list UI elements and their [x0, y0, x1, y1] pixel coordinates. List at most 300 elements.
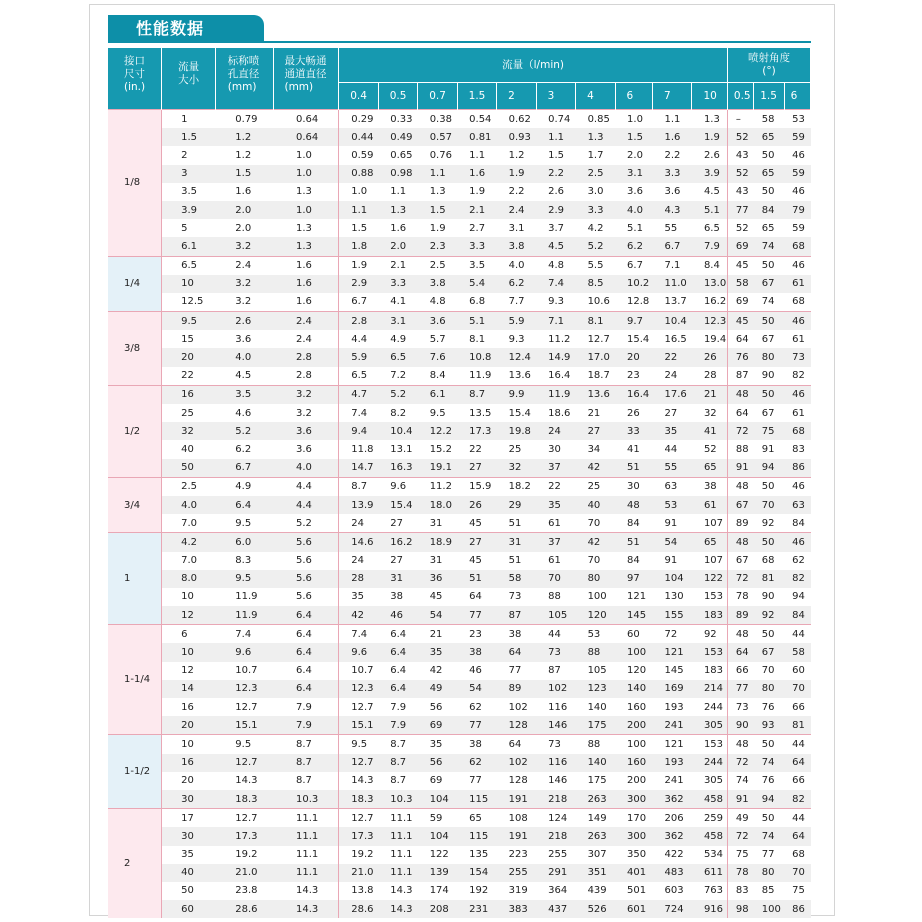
table-cell: 255 [536, 846, 575, 864]
table-cell: 11.9 [536, 385, 575, 404]
table-row [108, 662, 811, 680]
table-cell: 63 [784, 496, 810, 514]
table-cell: 3.1 [378, 312, 417, 331]
table-row [108, 606, 811, 625]
table-cell: 6.4 [215, 496, 274, 514]
table-row [108, 237, 811, 256]
table-cell: 50 [754, 477, 784, 496]
table-cell: 3.6 [652, 183, 691, 201]
table-cell: 4.4 [274, 477, 339, 496]
table-cell: 145 [615, 606, 652, 625]
table-cell: 9.9 [497, 385, 536, 404]
table-cell: 6.4 [378, 662, 417, 680]
table-cell: 92 [754, 514, 784, 533]
table-cell: 0.59 [339, 146, 378, 164]
table-cell: 6.4 [378, 680, 417, 698]
flow-pressure-header: 10 [692, 83, 727, 110]
table-cell: 3 [162, 165, 216, 183]
table-cell: 4.8 [536, 256, 575, 275]
table-cell: 0.79 [215, 110, 274, 129]
table-cell: 9.5 [162, 312, 216, 331]
table-cell: 501 [615, 882, 652, 900]
table-cell: 174 [418, 882, 457, 900]
table-cell: 4.2 [576, 219, 615, 237]
table-cell: 5.2 [274, 514, 339, 533]
table-row [108, 330, 811, 348]
table-cell: 2.4 [215, 256, 274, 275]
performance-table [108, 48, 811, 918]
table-cell: 437 [536, 900, 575, 918]
table-row [108, 440, 811, 458]
table-cell: 1.1 [378, 183, 417, 201]
table-cell: 7.0 [162, 552, 216, 570]
table-cell: 11.2 [536, 330, 575, 348]
table-cell: 8.0 [162, 570, 216, 588]
table-row [108, 533, 811, 552]
table-cell: 91 [727, 459, 753, 478]
table-row [108, 477, 811, 496]
table-cell: 90 [754, 367, 784, 386]
table-cell: 65 [754, 219, 784, 237]
table-cell: 74 [754, 754, 784, 772]
flow-pressure-header: 2 [497, 83, 536, 110]
table-row [108, 680, 811, 698]
table-cell: 84 [784, 606, 810, 625]
table-cell: 62 [784, 552, 810, 570]
table-cell: 1.6 [215, 183, 274, 201]
table-cell: 81 [754, 570, 784, 588]
table-cell: 66 [727, 662, 753, 680]
table-row [108, 459, 811, 478]
table-cell: 11.8 [339, 440, 378, 458]
table-cell: 15 [162, 330, 216, 348]
table-cell: 116 [536, 754, 575, 772]
table-cell: 241 [652, 772, 691, 790]
table-cell: 5.6 [274, 570, 339, 588]
table-cell: 20 [162, 348, 216, 366]
table-row [108, 588, 811, 606]
table-cell: 52 [727, 165, 753, 183]
table-cell: 6.4 [274, 606, 339, 625]
table-cell: 34 [576, 440, 615, 458]
table-row [108, 882, 811, 900]
table-cell: 200 [615, 772, 652, 790]
table-cell: 2.2 [536, 165, 575, 183]
table-cell: 15.2 [418, 440, 457, 458]
table-cell: 91 [754, 440, 784, 458]
table-cell: 84 [784, 514, 810, 533]
table-cell: 45 [727, 312, 753, 331]
table-cell: 77 [457, 772, 496, 790]
table-cell: 11.1 [378, 827, 417, 845]
flow-pressure-header: 0.5 [378, 83, 417, 110]
table-cell: 64 [457, 588, 496, 606]
table-cell: 6.2 [497, 275, 536, 293]
table-cell: 3.2 [215, 275, 274, 293]
table-cell: 35 [418, 735, 457, 754]
table-cell: 1.6 [274, 275, 339, 293]
table-cell: 319 [497, 882, 536, 900]
table-cell: 46 [784, 183, 810, 201]
table-cell: 223 [497, 846, 536, 864]
table-cell: 82 [784, 790, 810, 809]
table-cell: 89 [727, 606, 753, 625]
table-cell: 12.7 [215, 698, 274, 716]
table-row [108, 219, 811, 237]
table-cell: 27 [378, 552, 417, 570]
table-cell: 22 [162, 367, 216, 386]
table-cell: 170 [615, 809, 652, 828]
table-cell: 2.6 [692, 146, 727, 164]
table-cell: 107 [692, 514, 727, 533]
table-cell: 13.5 [457, 404, 496, 422]
table-cell: 9.5 [215, 570, 274, 588]
table-cell: 92 [692, 625, 727, 644]
table-row [108, 790, 811, 809]
table-cell: 14.9 [536, 348, 575, 366]
header-orifice-text: 标称喷 孔直径 (mm) [227, 55, 260, 93]
table-cell: 8.7 [274, 735, 339, 754]
table-cell: 1.6 [274, 293, 339, 312]
table-cell: 8.4 [418, 367, 457, 386]
table-cell: 50 [754, 183, 784, 201]
table-row [108, 183, 811, 201]
table-cell: 70 [536, 570, 575, 588]
table-cell: 70 [576, 514, 615, 533]
table-cell: 241 [652, 716, 691, 735]
table-cell: 68 [784, 846, 810, 864]
table-row [108, 864, 811, 882]
table-cell: 74 [727, 772, 753, 790]
table-cell: 175 [576, 772, 615, 790]
table-cell: 2.0 [615, 146, 652, 164]
table-cell: 60 [784, 662, 810, 680]
table-cell: 4.0 [215, 348, 274, 366]
table-row [108, 146, 811, 164]
table-cell: 1.3 [274, 237, 339, 256]
table-cell: 12.5 [162, 293, 216, 312]
table-cell: 50 [754, 146, 784, 164]
table-cell: 69 [418, 716, 457, 735]
table-row [108, 772, 811, 790]
table-cell: 6.5 [162, 256, 216, 275]
table-cell: 5.1 [615, 219, 652, 237]
header-capacity-text: 流量 大小 [178, 61, 200, 86]
table-cell: 160 [615, 754, 652, 772]
table-cell: 4.4 [274, 496, 339, 514]
table-cell: 52 [727, 219, 753, 237]
table-cell: 2.6 [536, 183, 575, 201]
connection-size-cell: 1-1/4 [108, 625, 162, 735]
table-cell: 11.9 [215, 588, 274, 606]
flow-pressure-header: 0.7 [418, 83, 457, 110]
table-cell: 2.9 [339, 275, 378, 293]
table-cell: 2.5 [418, 256, 457, 275]
table-cell: 58 [497, 570, 536, 588]
table-cell: 10.2 [615, 275, 652, 293]
table-cell: 0.64 [274, 128, 339, 146]
table-cell: 1.1 [536, 128, 575, 146]
table-cell: 62 [457, 754, 496, 772]
table-cell: 54 [418, 606, 457, 625]
table-cell: 80 [754, 348, 784, 366]
table-cell: 18.0 [418, 496, 457, 514]
table-cell: 1.5 [162, 128, 216, 146]
table-cell: 724 [652, 900, 691, 918]
table-cell: 3.9 [162, 201, 216, 219]
table-cell: 25 [576, 477, 615, 496]
table-cell: 16.4 [536, 367, 575, 386]
table-cell: 12.7 [215, 809, 274, 828]
table-cell: 61 [692, 496, 727, 514]
table-cell: 65 [692, 533, 727, 552]
table-cell: 154 [457, 864, 496, 882]
table-cell: 70 [784, 864, 810, 882]
table-row [108, 385, 811, 404]
table-cell: 3.8 [418, 275, 457, 293]
table-cell: 200 [615, 716, 652, 735]
table-cell: 73 [727, 698, 753, 716]
table-cell: 60 [615, 625, 652, 644]
table-cell: 5.6 [274, 533, 339, 552]
table-cell: 81 [784, 716, 810, 735]
header-flow: 流量（l/min) [339, 48, 728, 83]
table-cell: 2.9 [536, 201, 575, 219]
table-cell: 11.1 [274, 827, 339, 845]
table-cell: 11.1 [274, 846, 339, 864]
table-cell: 26 [692, 348, 727, 366]
table-cell: 74 [754, 827, 784, 845]
table-cell: 58 [784, 643, 810, 661]
table-cell: 9.4 [339, 422, 378, 440]
table-cell: 19.2 [339, 846, 378, 864]
table-row [108, 735, 811, 754]
table-cell: 0.74 [536, 110, 575, 129]
table-cell: 41 [692, 422, 727, 440]
table-cell: 61 [784, 404, 810, 422]
table-cell: 92 [754, 606, 784, 625]
table-cell: 15.1 [339, 716, 378, 735]
table-cell: 75 [727, 846, 753, 864]
table-cell: 68 [784, 293, 810, 312]
table-cell: 4.4 [339, 330, 378, 348]
table-cell: 3.2 [274, 385, 339, 404]
table-cell: 0.76 [418, 146, 457, 164]
flow-pressure-header: 4 [576, 83, 615, 110]
table-cell: 160 [615, 698, 652, 716]
table-row [108, 754, 811, 772]
table-cell: 5.6 [274, 552, 339, 570]
table-cell: 38 [457, 735, 496, 754]
table-cell: 50 [754, 809, 784, 828]
table-cell: 5.2 [576, 237, 615, 256]
table-cell: 63 [652, 477, 691, 496]
table-cell: 11.1 [378, 846, 417, 864]
table-cell: 6.4 [274, 662, 339, 680]
table-row [108, 514, 811, 533]
table-cell: 88 [576, 735, 615, 754]
table-cell: 64 [784, 754, 810, 772]
table-cell: 1.3 [274, 219, 339, 237]
table-cell: 146 [536, 716, 575, 735]
table-cell: 38 [692, 477, 727, 496]
table-cell: 0.93 [497, 128, 536, 146]
table-cell: 19.1 [418, 459, 457, 478]
table-cell: 29 [497, 496, 536, 514]
table-cell: 0.54 [457, 110, 496, 129]
table-cell: 14.3 [274, 900, 339, 918]
table-cell: 64 [727, 404, 753, 422]
table-cell: 67 [754, 330, 784, 348]
table-cell: 3.1 [497, 219, 536, 237]
table-cell: 19.4 [692, 330, 727, 348]
table-cell: 6.0 [215, 533, 274, 552]
connection-size-cell: 3/4 [108, 477, 162, 533]
table-cell: 7.2 [378, 367, 417, 386]
table-cell: 61 [536, 552, 575, 570]
table-cell: 102 [536, 680, 575, 698]
table-row [108, 827, 811, 845]
table-cell: 12 [162, 606, 216, 625]
table-cell: 140 [576, 698, 615, 716]
table-cell: 14.3 [274, 882, 339, 900]
table-cell: 61 [784, 275, 810, 293]
connection-size-cell: 1/2 [108, 385, 162, 477]
table-cell: 27 [576, 422, 615, 440]
table-cell: 193 [652, 754, 691, 772]
table-cell: 46 [784, 533, 810, 552]
table-cell: 12.7 [576, 330, 615, 348]
table-cell: 35 [162, 846, 216, 864]
table-cell: 77 [457, 716, 496, 735]
table-cell: 1.0 [274, 201, 339, 219]
table-cell: 1.5 [418, 201, 457, 219]
table-cell: 3.6 [215, 330, 274, 348]
table-cell: 0.65 [378, 146, 417, 164]
table-cell: 6.7 [339, 293, 378, 312]
table-cell: 2.7 [457, 219, 496, 237]
table-cell: 5.7 [418, 330, 457, 348]
table-cell: 8.4 [692, 256, 727, 275]
table-cell: 91 [652, 514, 691, 533]
table-cell: 87 [536, 662, 575, 680]
table-cell: 4.7 [339, 385, 378, 404]
table-cell: 10.4 [652, 312, 691, 331]
table-cell: 64 [497, 643, 536, 661]
table-cell: 2.1 [457, 201, 496, 219]
table-cell: 72 [652, 625, 691, 644]
table-cell: 9.5 [418, 404, 457, 422]
table-cell: 2.4 [497, 201, 536, 219]
table-cell: 0.98 [378, 165, 417, 183]
table-cell: 16.5 [652, 330, 691, 348]
table-cell: 48 [727, 533, 753, 552]
table-cell: 14.6 [339, 533, 378, 552]
table-cell: 259 [692, 809, 727, 828]
table-cell: 59 [418, 809, 457, 828]
table-cell: 5.1 [457, 312, 496, 331]
table-cell: 105 [536, 606, 575, 625]
table-cell: 42 [576, 533, 615, 552]
header-passage-text: 最大畅通 通道直径 (mm) [284, 55, 327, 93]
table-cell: 40 [162, 864, 216, 882]
table-cell: 43 [727, 183, 753, 201]
table-cell: 58 [727, 275, 753, 293]
table-cell: 8.2 [378, 404, 417, 422]
table-cell: 11.1 [274, 809, 339, 828]
table-cell: 84 [615, 552, 652, 570]
table-cell: 17.3 [339, 827, 378, 845]
table-cell: 4.9 [215, 477, 274, 496]
table-cell: 10 [162, 275, 216, 293]
table-row [108, 312, 811, 331]
table-cell: 77 [754, 846, 784, 864]
table-cell: 80 [576, 570, 615, 588]
table-cell: 14.3 [339, 772, 378, 790]
table-cell: 6.4 [274, 680, 339, 698]
table-cell: 483 [652, 864, 691, 882]
table-cell: 10.3 [378, 790, 417, 809]
table-cell: 206 [652, 809, 691, 828]
table-cell: 69 [418, 772, 457, 790]
table-cell: 364 [536, 882, 575, 900]
table-cell: 98 [727, 900, 753, 918]
table-cell: 10 [162, 643, 216, 661]
table-cell: 4.5 [215, 367, 274, 386]
table-cell: 183 [692, 606, 727, 625]
table-cell: 7.0 [162, 514, 216, 533]
table-cell: 3.8 [497, 237, 536, 256]
table-cell: 88 [576, 643, 615, 661]
table-cell: 46 [784, 146, 810, 164]
table-cell: 7.4 [536, 275, 575, 293]
table-cell: 4.8 [418, 293, 457, 312]
table-cell: 76 [727, 348, 753, 366]
table-cell: 1.8 [339, 237, 378, 256]
table-cell: 0.88 [339, 165, 378, 183]
table-cell: 124 [536, 809, 575, 828]
table-cell: 401 [615, 864, 652, 882]
table-cell: 6.7 [652, 237, 691, 256]
table-cell: 74 [754, 237, 784, 256]
table-cell: 21 [576, 404, 615, 422]
table-cell: 49 [727, 809, 753, 828]
table-cell: 74 [754, 293, 784, 312]
table-cell: 9.3 [497, 330, 536, 348]
table-cell: 66 [784, 698, 810, 716]
table-cell: 76 [754, 772, 784, 790]
table-cell: 2.0 [215, 201, 274, 219]
table-cell: 52 [727, 128, 753, 146]
table-cell: 18.3 [215, 790, 274, 809]
table-cell: 108 [497, 809, 536, 828]
table-cell: 1.2 [215, 146, 274, 164]
table-row [108, 643, 811, 661]
header-size [108, 48, 162, 110]
table-cell: 7.6 [418, 348, 457, 366]
table-cell: 73 [536, 643, 575, 661]
table-cell: 107 [692, 552, 727, 570]
table-cell: 70 [784, 680, 810, 698]
table-cell: 9.5 [339, 735, 378, 754]
table-cell: 18.3 [339, 790, 378, 809]
table-cell: 153 [692, 643, 727, 661]
table-cell: 48 [615, 496, 652, 514]
table-cell: 4.0 [615, 201, 652, 219]
table-cell: 8.3 [215, 552, 274, 570]
table-cell: 14.3 [378, 882, 417, 900]
table-cell: 7.7 [497, 293, 536, 312]
